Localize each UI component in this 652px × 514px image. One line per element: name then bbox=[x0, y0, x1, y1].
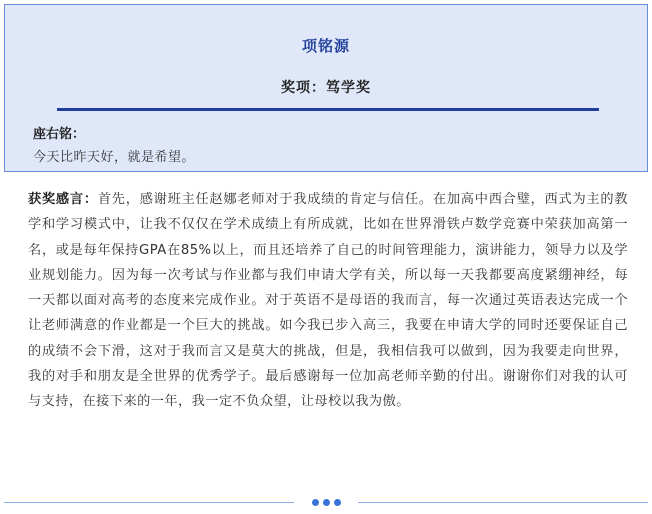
dot-icon bbox=[312, 499, 319, 506]
acceptance-speech bbox=[28, 187, 628, 415]
award-title: 奖项：笃学奖 bbox=[281, 80, 371, 96]
footer-divider-right bbox=[358, 502, 648, 503]
ellipsis-dots-icon bbox=[309, 498, 345, 508]
footer-divider-left bbox=[4, 502, 294, 503]
dot-icon bbox=[323, 499, 330, 506]
student-name: 项铭源 bbox=[301, 37, 350, 55]
motto-label: 座右铭： bbox=[33, 127, 86, 142]
dot-icon bbox=[334, 499, 341, 506]
motto-text: 今天比昨天好，就是希望。 bbox=[33, 150, 196, 165]
card-divider bbox=[57, 108, 599, 111]
speech-label: 获奖感言： bbox=[28, 192, 98, 207]
speech-text: 首先，感谢班主任赵娜老师对于我成绩的肯定与信任。在加高中西合璧，西式为主的教学和学习模式中，让我不仅仅在学术成绩上有所成就，比如在世界滑铁卢数学竞赛中荣获加高第一名，或是每年保持GPA在85%以上，而且还培养了自己的时间管理能力，演讲能力，领导力以及学业规划能力。因为每一次考试与作业都与我们申请大学有关，所以每一天我都要高度紧绷神经，每一天都以面对高考的态度来完成作业。对于英语不是母语的我而言，每一次通过英语表达完成一个让老师满意的作业都是一个巨大的挑战。如今我已步入高三，我要在申请大学的同时还要保证自己的成绩不会下滑，这对于我而言又是莫大的挑战，但是，我相信我可以做到，因为我要走向世界，我的对手和朋友是全世界的优秀学子。最后感谢每一位加高老师辛勤的付出。谢谢你们对我的认可与支持，在接下来的一年，我一定不负众望，让母校以我为傲。 bbox=[28, 192, 628, 410]
profile-card bbox=[4, 4, 648, 172]
